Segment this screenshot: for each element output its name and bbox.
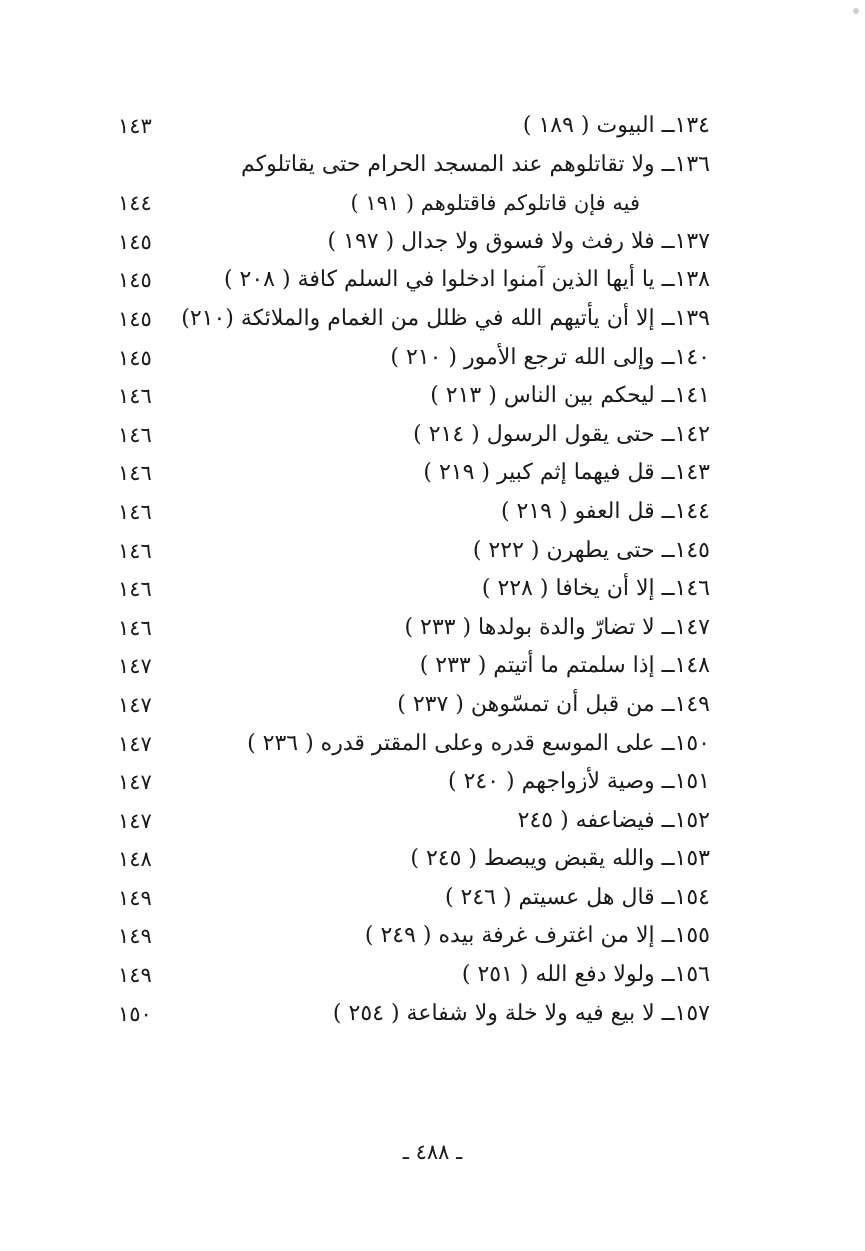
entry-text: ١٤٣ــ قل فيهما إثم كبير ( ٢١٩ ) — [423, 460, 710, 486]
index-entry — [118, 146, 710, 185]
entry-page-number: ١٤٦ — [118, 499, 152, 524]
entry-text: ١٣٨ــ يا أيها الذين آمنوا ادخلوا في السلم كافة ( ٢٠٨ ) — [223, 267, 710, 293]
index-list — [118, 107, 710, 1033]
scan-speck — [853, 8, 859, 14]
index-entry — [118, 725, 710, 764]
entry-page-number: ١٤٧ — [118, 808, 152, 833]
entry-text: ١٤٢ــ حتى يقول الرسول ( ٢١٤ ) — [413, 421, 710, 447]
index-entry — [118, 956, 710, 995]
entry-page-number: ١٤٧ — [118, 731, 152, 756]
index-entry — [118, 647, 710, 686]
index-entry — [118, 840, 710, 879]
index-entry — [118, 107, 710, 146]
entry-text: ١٥٢ــ فيضاعفه ( ٢٤٥ — [517, 807, 710, 833]
index-entry — [118, 570, 710, 609]
entry-page-number: ١٥٠ — [118, 1001, 152, 1026]
index-entry — [118, 995, 710, 1034]
entry-text: ١٤٩ــ من قبل أن تمسّوهن ( ٢٣٧ ) — [397, 691, 710, 717]
entry-page-number: ١٤٩ — [118, 963, 152, 988]
entry-text: ١٤٧ــ لا تضارّ والدة بولدها ( ٢٣٣ ) — [404, 614, 710, 640]
entry-text: ١٥٣ــ والله يقبض ويبصط ( ٢٤٥ ) — [410, 846, 710, 872]
entry-text: ١٣٤ــ البيوت ( ١٨٩ ) — [522, 113, 710, 138]
entry-text: فيه فإن قاتلوكم فاقتلوهم ( ١٩١ ) — [350, 191, 640, 216]
entry-text: ١٤٥ــ حتى يطهرن ( ٢٢٢ ) — [472, 537, 710, 563]
entry-text: ١٤٤ــ قل العفو ( ٢١٩ ) — [500, 498, 710, 524]
entry-page-number: ١٤٦ — [118, 422, 152, 447]
entry-page-number: ١٤٦ — [118, 384, 152, 409]
index-entry — [118, 532, 710, 571]
entry-page-number: ١٤٧ — [118, 770, 152, 795]
index-entry — [118, 802, 710, 841]
entry-text: ١٤٨ــ إذا سلمتم ما أتيتم ( ٢٣٣ ) — [419, 653, 710, 679]
entry-text: ١٥١ــ وصية لأزواجهم ( ٢٤٠ ) — [448, 769, 710, 795]
entry-page-number: ١٤٦ — [118, 577, 152, 602]
entry-text: ١٥٦ــ ولولا دفع الله ( ٢٥١ ) — [461, 962, 710, 988]
entry-page-number: ١٤٩ — [118, 924, 152, 949]
entry-page-number: ١٤٦ — [118, 538, 152, 563]
entry-text: ١٥٧ــ لا بيع فيه ولا خلة ولا شفاعة ( ٢٥٤ ) — [332, 1000, 710, 1026]
entry-page-number: ١٤٤ — [118, 191, 152, 216]
entry-page-number: ١٤٥ — [118, 306, 152, 331]
entry-text: ١٤٦ــ إلا أن يخافا ( ٢٢٨ ) — [481, 576, 710, 602]
index-entry — [118, 416, 710, 455]
entry-text: ١٤٠ــ وإلى الله ترجع الأمور ( ٢١٠ ) — [390, 344, 710, 370]
index-entry — [118, 223, 710, 262]
index-entry — [118, 454, 710, 493]
entry-page-number: ١٤٣ — [118, 114, 152, 138]
entry-page-number: ١٤٧ — [118, 654, 152, 679]
entry-page-number: ١٤٦ — [118, 461, 152, 486]
entry-text: ١٣٧ــ فلا رفث ولا فسوق ولا جدال ( ١٩٧ ) — [327, 228, 710, 254]
index-entry — [118, 763, 710, 802]
index-entry — [118, 879, 710, 918]
page-footer-number: ـ ٤٨٨ ـ — [402, 1140, 463, 1164]
index-entry — [118, 609, 710, 648]
entry-page-number: ١٤٥ — [118, 345, 152, 370]
index-entry — [118, 917, 710, 956]
index-entry — [118, 300, 710, 339]
entry-page-number: ١٤٥ — [118, 229, 152, 254]
index-entry — [118, 261, 710, 300]
entry-text: ١٥٥ــ إلا من اغترف غرفة بيده ( ٢٤٩ ) — [364, 923, 710, 949]
entry-text: ١٣٦ــ ولا تقاتلوهم عند المسجد الحرام حتى يقاتلوكم — [241, 151, 710, 177]
entry-page-number: ١٤٦ — [118, 615, 152, 640]
entry-page-number: ١٤٩ — [118, 885, 152, 910]
index-entry — [118, 377, 710, 416]
index-entry — [118, 686, 710, 725]
index-entry-continuation — [118, 184, 710, 223]
entry-text: ١٥٠ــ على الموسع قدره وعلى المقتر قدره ( ٢٣٦ ) — [247, 730, 710, 756]
index-entry — [118, 493, 710, 532]
entry-text: ١٣٩ــ إلا أن يأتيهم الله في ظلل من الغمام والملائكة (٢١٠) — [181, 305, 710, 331]
entry-text: ١٤١ــ ليحكم بين الناس ( ٢١٣ ) — [430, 383, 710, 409]
entry-page-number: ١٤٥ — [118, 268, 152, 293]
index-entry — [118, 339, 710, 378]
entry-text: ١٥٤ــ قال هل عسيتم ( ٢٤٦ ) — [444, 884, 710, 910]
entry-page-number: ١٤٨ — [118, 847, 152, 872]
entry-page-number: ١٤٧ — [118, 692, 152, 717]
